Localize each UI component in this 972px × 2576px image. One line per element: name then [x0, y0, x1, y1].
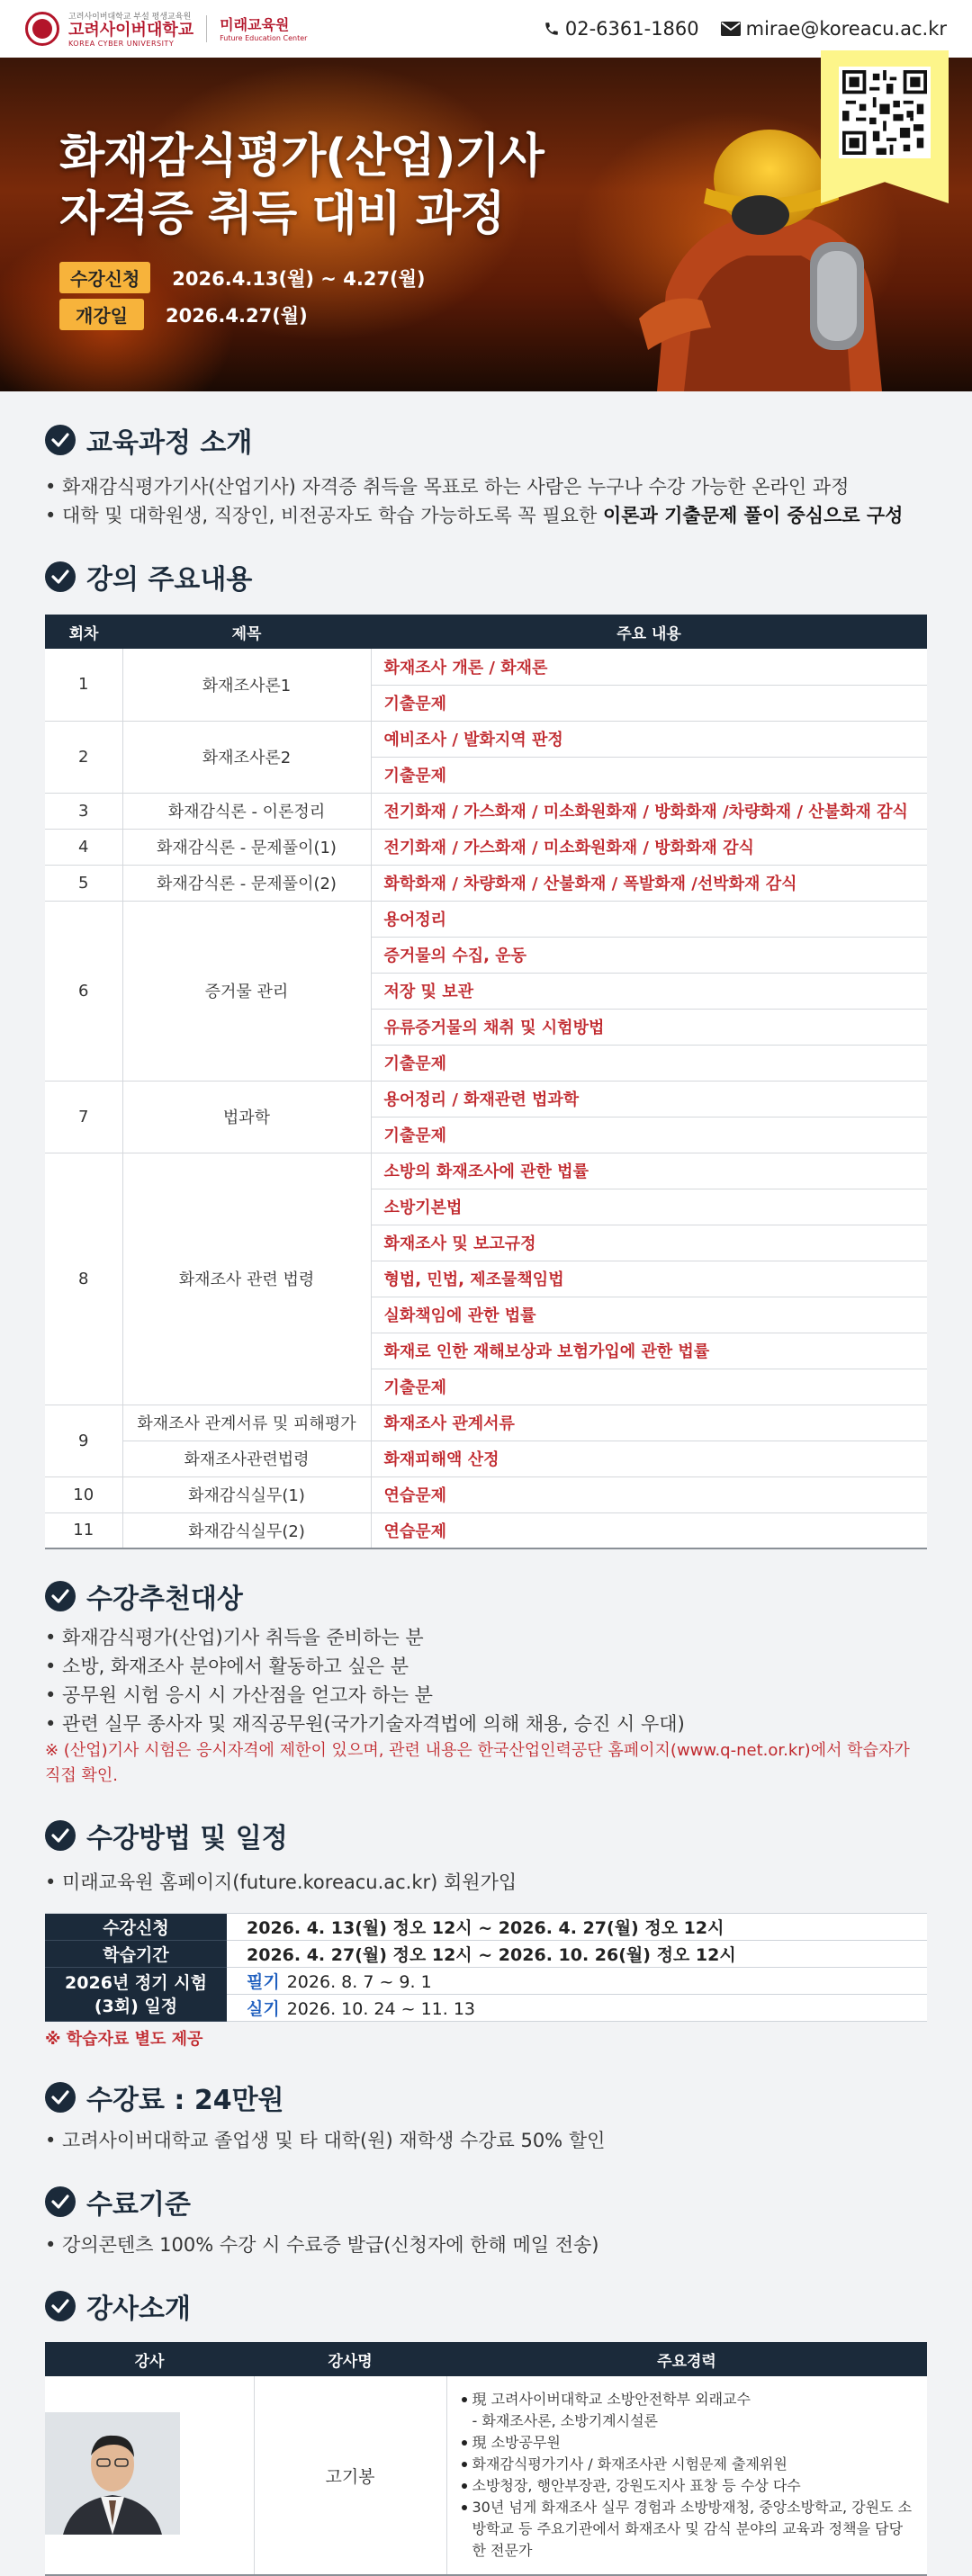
practical-label: 실기: [247, 1999, 280, 2019]
session-number: 10: [45, 1476, 122, 1512]
session-number: 8: [45, 1153, 122, 1405]
session-number: 4: [45, 829, 122, 865]
session-content: 기출문제: [371, 757, 927, 793]
open-badge: 개강일: [59, 299, 144, 330]
session-number: 3: [45, 793, 122, 829]
instructor-table: [45, 2342, 927, 2576]
col-instructor: 강사: [45, 2342, 254, 2376]
session-content: 기출문제: [371, 685, 927, 721]
institute-name: 미래교육원: [220, 15, 290, 33]
table-row: [45, 865, 927, 901]
table-row: [45, 1476, 927, 1512]
schedule-row-written: [45, 1968, 927, 1995]
table-row: [45, 1441, 927, 1476]
intro-text: [45, 472, 927, 530]
col-instructor-name: 강사명: [254, 2342, 446, 2376]
check-circle-icon: [45, 2082, 76, 2113]
session-number: 6: [45, 901, 122, 1081]
instructor-row: [45, 2376, 927, 2575]
hero-title: [59, 128, 544, 243]
schedule-practical: [227, 1995, 927, 2022]
session-content: 저장 및 보관: [371, 973, 927, 1009]
session-number: 11: [45, 1512, 122, 1548]
schedule-apply-label: 수강신청: [45, 1914, 227, 1941]
table-row: [45, 1153, 927, 1189]
session-content: 기출문제: [371, 1117, 927, 1153]
completion-line: • 강의콘텐츠 100% 수강 시 수료증 발급(신청자에 한해 메일 전송): [45, 2234, 599, 2256]
session-title: 화재감식론 - 이론정리: [122, 793, 371, 829]
written-value: 2026. 8. 7 ~ 9. 1: [286, 1972, 432, 1992]
session-number: 9: [45, 1405, 122, 1476]
session-content: 화재조사 및 보고규정: [371, 1225, 927, 1261]
session-content: 소방기본법: [371, 1189, 927, 1225]
col-title: 제목: [122, 615, 371, 649]
session-content: 전기화재 / 가스화재 / 미소화원화재 / 방화화재 /차량화재 / 산불화재 감식: [371, 793, 927, 829]
hero-title-line2: 자격증 취득 대비 과정: [59, 187, 505, 241]
target-item: • 화재감식평가(산업)기사 취득을 준비하는 분: [45, 1627, 424, 1648]
instructor-title-text: 강사소개: [86, 2293, 191, 2325]
intro-line-2: • 대학 및 대학원생, 직장인, 비전공자도 학습 가능하도록 꼭 필요한 이론과 기출문제 풀이 중심으로 구성: [45, 505, 904, 526]
session-content: 용어정리: [371, 901, 927, 937]
session-title: 법과학: [122, 1081, 371, 1153]
session-content: 증거물의 수집, 운동: [371, 937, 927, 973]
apply-badge: 수강신청: [59, 262, 150, 293]
career-list: [447, 2376, 928, 2574]
exam-label-line1: 2026년 정기 시험: [65, 1972, 207, 1993]
check-circle-icon: [45, 425, 76, 455]
qr-code-icon[interactable]: [839, 67, 931, 158]
table-row: [45, 721, 927, 757]
phone-icon: [544, 21, 560, 37]
phone-number: 02-6361-1860: [564, 18, 699, 40]
target-section-title: [45, 1576, 927, 1616]
curriculum-section-title: [45, 557, 927, 597]
session-content: 연습문제: [371, 1512, 927, 1548]
session-title: 증거물 관리: [122, 901, 371, 1081]
univ-subtitle: 고려사이버대학교 부설 평생교육원: [68, 13, 192, 22]
session-title: 화재감식론 - 문제풀이(1): [122, 829, 371, 865]
career-item: 現 소방공무원: [460, 2432, 915, 2454]
univ-name: 고려사이버대학교: [68, 21, 194, 40]
schedule-study-value: 2026. 4. 27(월) 정오 12시 ~ 2026. 10. 26(월) 정오 12시: [227, 1941, 927, 1968]
method-note: ※ 학습자료 별도 제공: [45, 2030, 203, 2049]
phone-contact[interactable]: [544, 18, 699, 40]
target-item: • 공무원 시험 응시 시 가산점을 얻고자 하는 분: [45, 1684, 433, 1706]
completion-title-text: 수료기준: [86, 2189, 191, 2221]
intro-section-title: [45, 420, 927, 460]
instructor-section-title: [45, 2286, 927, 2326]
instructor-header-row: [45, 2342, 927, 2376]
target-title-text: 수강추천대상: [86, 1584, 243, 1615]
target-item: • 관련 실무 종사자 및 재직공무원(국가기술자격법에 의해 채용, 승진 시 우대): [45, 1713, 685, 1735]
open-date: 2026.4.27(월): [165, 304, 308, 327]
contact-info: [544, 18, 947, 40]
curriculum-header-row: [45, 615, 927, 649]
table-row: [45, 649, 927, 685]
session-content: 기출문제: [371, 1045, 927, 1081]
method-title-text: 수강방법 및 일정: [86, 1823, 288, 1854]
curriculum-table: [45, 615, 927, 1549]
session-title: 화재조사론2: [122, 721, 371, 793]
check-circle-icon: [45, 561, 76, 592]
intro-title-text: 교육과정 소개: [86, 427, 253, 459]
session-number: 7: [45, 1081, 122, 1153]
hero-title-line1: 화재감식평가(산업)기사: [59, 130, 544, 184]
table-row: [45, 901, 927, 937]
schedule-apply-value: 2026. 4. 13(월) 정오 12시 ~ 2026. 4. 27(월) 정오 12시: [227, 1914, 927, 1941]
table-row: [45, 1405, 927, 1441]
fee-line: • 고려사이버대학교 졸업생 및 타 대학(원) 재학생 수강료 50% 할인: [45, 2130, 606, 2151]
institute-english-name: Future Education Center: [220, 33, 308, 42]
check-circle-icon: [45, 1820, 76, 1851]
check-circle-icon: [45, 1581, 76, 1611]
schedule-exam-label: [45, 1968, 227, 2022]
university-seal-icon: [25, 12, 59, 46]
session-content: 형법, 민법, 제조물책임법: [371, 1261, 927, 1297]
session-title: 화재조사관련법령: [122, 1441, 371, 1476]
schedule-written: [227, 1968, 927, 1995]
completion-section-title: [45, 2182, 927, 2221]
logo-divider: [206, 15, 207, 42]
instructor-photo: [45, 2412, 180, 2535]
session-content: 소방의 화재조사에 관한 법률: [371, 1153, 927, 1189]
session-content: 기출문제: [371, 1369, 927, 1405]
method-section-title: [45, 1816, 927, 1855]
session-content: 화학화재 / 차량화재 / 산불화재 / 폭발화재 /선박화재 감식: [371, 865, 927, 901]
schedule-study-label: 학습기간: [45, 1941, 227, 1968]
career-item: 화재감식평가기사 / 화재조사관 시험문제 출제위원: [460, 2454, 915, 2475]
session-content: 실화책임에 관한 법률: [371, 1297, 927, 1333]
col-content: 주요 내용: [371, 615, 927, 649]
session-content: 전기화재 / 가스화재 / 미소화원화재 / 방화화재 감식: [371, 829, 927, 865]
email-contact[interactable]: [721, 18, 947, 40]
session-content: 예비조사 / 발화지역 판정: [371, 721, 927, 757]
method-line: • 미래교육원 홈페이지(future.koreacu.ac.kr) 회원가입: [45, 1871, 518, 1893]
hero-apply-row: [59, 262, 426, 293]
instructor-name: 고기봉: [254, 2376, 446, 2575]
session-title: 화재감식론 - 문제풀이(2): [122, 865, 371, 901]
intro-line-1: • 화재감식평가기사(산업기사) 자격증 취득을 목표로 하는 사람은 누구나 수강 가능한 온라인 과정: [45, 476, 850, 498]
career-item: 30년 넘게 화재조사 실무 경험과 소방방재청, 중앙소방학교, 강원도 소방학교 등 주요기관에서 화재조사 및 감식 분야의 교육과 정책을 담당한 전문가: [460, 2497, 915, 2562]
session-content: 화재로 인한 재해보상과 보험가입에 관한 법률: [371, 1333, 927, 1369]
qr-tag: [821, 50, 949, 203]
hero-banner: [0, 58, 972, 391]
session-content: 연습문제: [371, 1476, 927, 1512]
fee-section-title: [45, 2078, 927, 2117]
university-logo[interactable]: [25, 10, 307, 48]
practical-value: 2026. 10. 24 ~ 11. 13: [286, 1999, 476, 2019]
table-row: [45, 829, 927, 865]
apply-date: 2026.4.13(월) ~ 4.27(월): [172, 267, 426, 290]
check-circle-icon: [45, 2186, 76, 2217]
session-number: 1: [45, 649, 122, 721]
schedule-row-apply: [45, 1914, 927, 1941]
exam-label-line2: (3회) 일정: [94, 1996, 178, 2016]
career-item: 소방청장, 행안부장관, 강원도지사 표창 등 수상 다수: [460, 2475, 915, 2497]
target-note: ※ (산업)기사 시험은 응시자격에 제한이 있으며, 관련 내용은 한국산업인력공단 홈페이지(www.q-net.or.kr)에서 학습자가 직접 확인.: [45, 1741, 910, 1785]
table-row: [45, 1081, 927, 1117]
top-bar: [0, 0, 972, 58]
career-item: 現 고려사이버대학교 소방안전학부 외래교수: [460, 2389, 915, 2410]
session-content: 유류증거물의 채취 및 시험방법: [371, 1009, 927, 1045]
email-address: mirae@koreacu.ac.kr: [745, 18, 947, 40]
session-title: 화재조사 관계서류 및 피해평가: [122, 1405, 371, 1441]
session-content: 화재조사 개론 / 화재론: [371, 649, 927, 685]
session-number: 2: [45, 721, 122, 793]
col-career: 주요경력: [446, 2342, 927, 2376]
curriculum-body: [45, 649, 927, 1548]
session-title: 화재감식실무(1): [122, 1476, 371, 1512]
table-row: [45, 793, 927, 829]
instructor-photo-cell: [45, 2376, 254, 2575]
session-content: 용어정리 / 화재관련 법과학: [371, 1081, 927, 1117]
mail-icon: [721, 22, 741, 36]
fee-title-text: 수강료 : 24만원: [86, 2085, 284, 2116]
session-content: 화재조사 관계서류: [371, 1405, 927, 1441]
career-item: - 화재조사론, 소방기계시설론: [472, 2412, 659, 2429]
schedule-table: [45, 1913, 927, 2022]
target-list: [45, 1623, 927, 1789]
check-circle-icon: [45, 2291, 76, 2321]
written-label: 필기: [247, 1972, 280, 1992]
univ-english-name: KOREA CYBER UNIVERSITY: [68, 40, 175, 48]
target-item: • 소방, 화재조사 분야에서 활동하고 싶은 분: [45, 1656, 409, 1677]
session-title: 화재조사 관련 법령: [122, 1153, 371, 1405]
session-title: 화재감식실무(2): [122, 1512, 371, 1548]
session-title: 화재조사론1: [122, 649, 371, 721]
curriculum-title-text: 강의 주요내용: [86, 564, 253, 596]
table-row: [45, 1512, 927, 1548]
session-content: 화재피해액 산정: [371, 1441, 927, 1476]
schedule-row-study: [45, 1941, 927, 1968]
hero-open-row: [59, 299, 308, 330]
instructor-career-cell: [446, 2376, 927, 2575]
session-number: 5: [45, 865, 122, 901]
col-session: 회차: [45, 615, 122, 649]
